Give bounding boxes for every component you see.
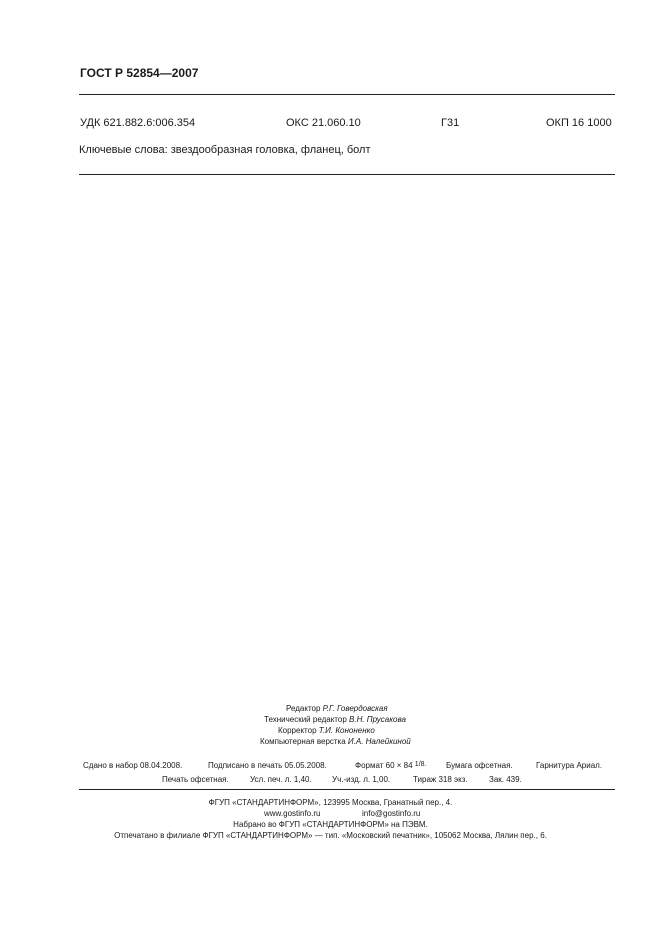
- imprint-paper: Бумага офсетная.: [446, 761, 513, 770]
- format-fraction: 1/8.: [414, 761, 427, 768]
- credit-role: Компьютерная верстка: [260, 737, 346, 746]
- publisher-site: www.gostinfo.ru: [264, 809, 321, 818]
- credit-name: И.А. Налейкиной: [347, 737, 411, 746]
- keywords: Ключевые слова: звездообразная головка, фланец, болт: [79, 144, 371, 156]
- imprint-font: Гарнитура Ариал.: [536, 761, 603, 770]
- imprint-pub-sheets: Уч.-изд. л. 1,00.: [332, 775, 391, 784]
- credit-corrector: [278, 725, 375, 736]
- imprint-set-date: Сдано в набор 08.04.2008.: [83, 761, 183, 770]
- format-value: Формат 60 × 84: [355, 761, 413, 770]
- publisher-email: info@gostinfo.ru: [362, 809, 421, 818]
- credit-role: Редактор: [286, 704, 321, 713]
- imprint-print-type: Печать офсетная.: [162, 775, 229, 784]
- imprint-format: [355, 760, 426, 772]
- credit-role: Технический редактор: [264, 715, 347, 724]
- top-divider: [79, 94, 615, 95]
- standard-number: ГОСТ Р 52854—2007: [80, 66, 199, 80]
- credit-editor: [286, 703, 388, 714]
- keywords-divider: [79, 174, 615, 175]
- imprint-signed-date: Подписано в печать 05.05.2008.: [208, 761, 327, 770]
- imprint-divider: [79, 789, 615, 790]
- oks-code: ОКС 21.060.10: [286, 117, 361, 129]
- credit-tech-editor: [264, 714, 406, 725]
- udk-code: УДК 621.882.6:006.354: [80, 117, 196, 129]
- credit-layout: [260, 736, 411, 747]
- imprint-sheets: Усл. печ. л. 1,40.: [250, 775, 312, 784]
- credit-name: В.Н. Прусакова: [349, 715, 406, 724]
- credit-role: Корректор: [278, 726, 317, 735]
- credit-name: Р.Г. Говердовская: [322, 704, 388, 713]
- publisher-printed: Отпечатано в филиале ФГУП «СТАНДАРТИНФОРМ» — тип. «Московский печатник», 105062 Москва, Лялин пер., 6.: [114, 831, 547, 840]
- imprint-order: Зак. 439.: [489, 775, 522, 784]
- okp-code: ОКП 16 1000: [546, 117, 612, 129]
- imprint-copies: Тираж 318 экз.: [413, 775, 468, 784]
- credit-name: Т.И. Кононенко: [318, 726, 375, 735]
- publisher-address: ФГУП «СТАНДАРТИНФОРМ», 123995 Москва, Гранатный пер., 4.: [208, 798, 453, 807]
- group-code: Г31: [441, 117, 460, 129]
- publisher-typeset: Набрано во ФГУП «СТАНДАРТИНФОРМ» на ПЭВМ.: [233, 820, 428, 829]
